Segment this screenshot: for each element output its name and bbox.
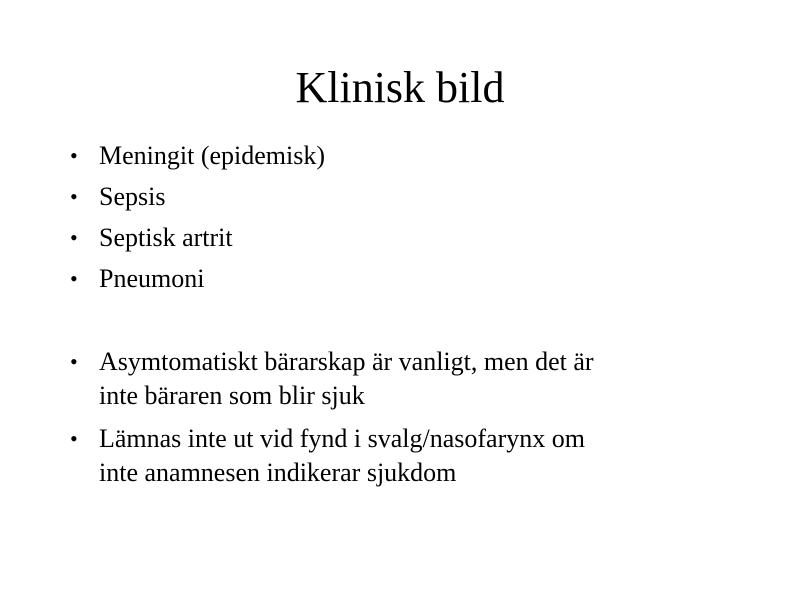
bullet-text <box>99 139 719 173</box>
bullet-dot-icon: • <box>70 349 78 374</box>
bullet-text <box>99 221 719 255</box>
slide-title: Klinisk bild <box>295 63 505 112</box>
bullet-text <box>99 422 719 490</box>
bullet-line: Asymtomatiskt bärarskap är vanligt, men det är <box>99 347 594 376</box>
bullet-line: Pneumoni <box>99 264 205 293</box>
bullet-line: Sepsis <box>99 182 166 211</box>
bullet-line: inte anamnesen indikerar sjukdom <box>99 458 457 487</box>
bullet-dot-icon: • <box>70 225 78 250</box>
bullet-text <box>99 180 719 214</box>
bullet-line: Meningit (epidemisk) <box>99 141 326 170</box>
bullet-line: inte bäraren som blir sjuk <box>99 381 365 410</box>
bullet-dot-icon: • <box>70 426 78 451</box>
bullet-dot-icon: • <box>70 266 78 291</box>
bullet-line: Lämnas inte ut vid fynd i svalg/nasofarynx om <box>99 424 585 453</box>
bullet-dot-icon: • <box>70 184 78 209</box>
bullet-dot-icon: • <box>70 143 78 168</box>
bullet-line: Septisk artrit <box>99 223 233 252</box>
bullet-text <box>99 262 719 296</box>
bullet-text <box>99 345 719 413</box>
